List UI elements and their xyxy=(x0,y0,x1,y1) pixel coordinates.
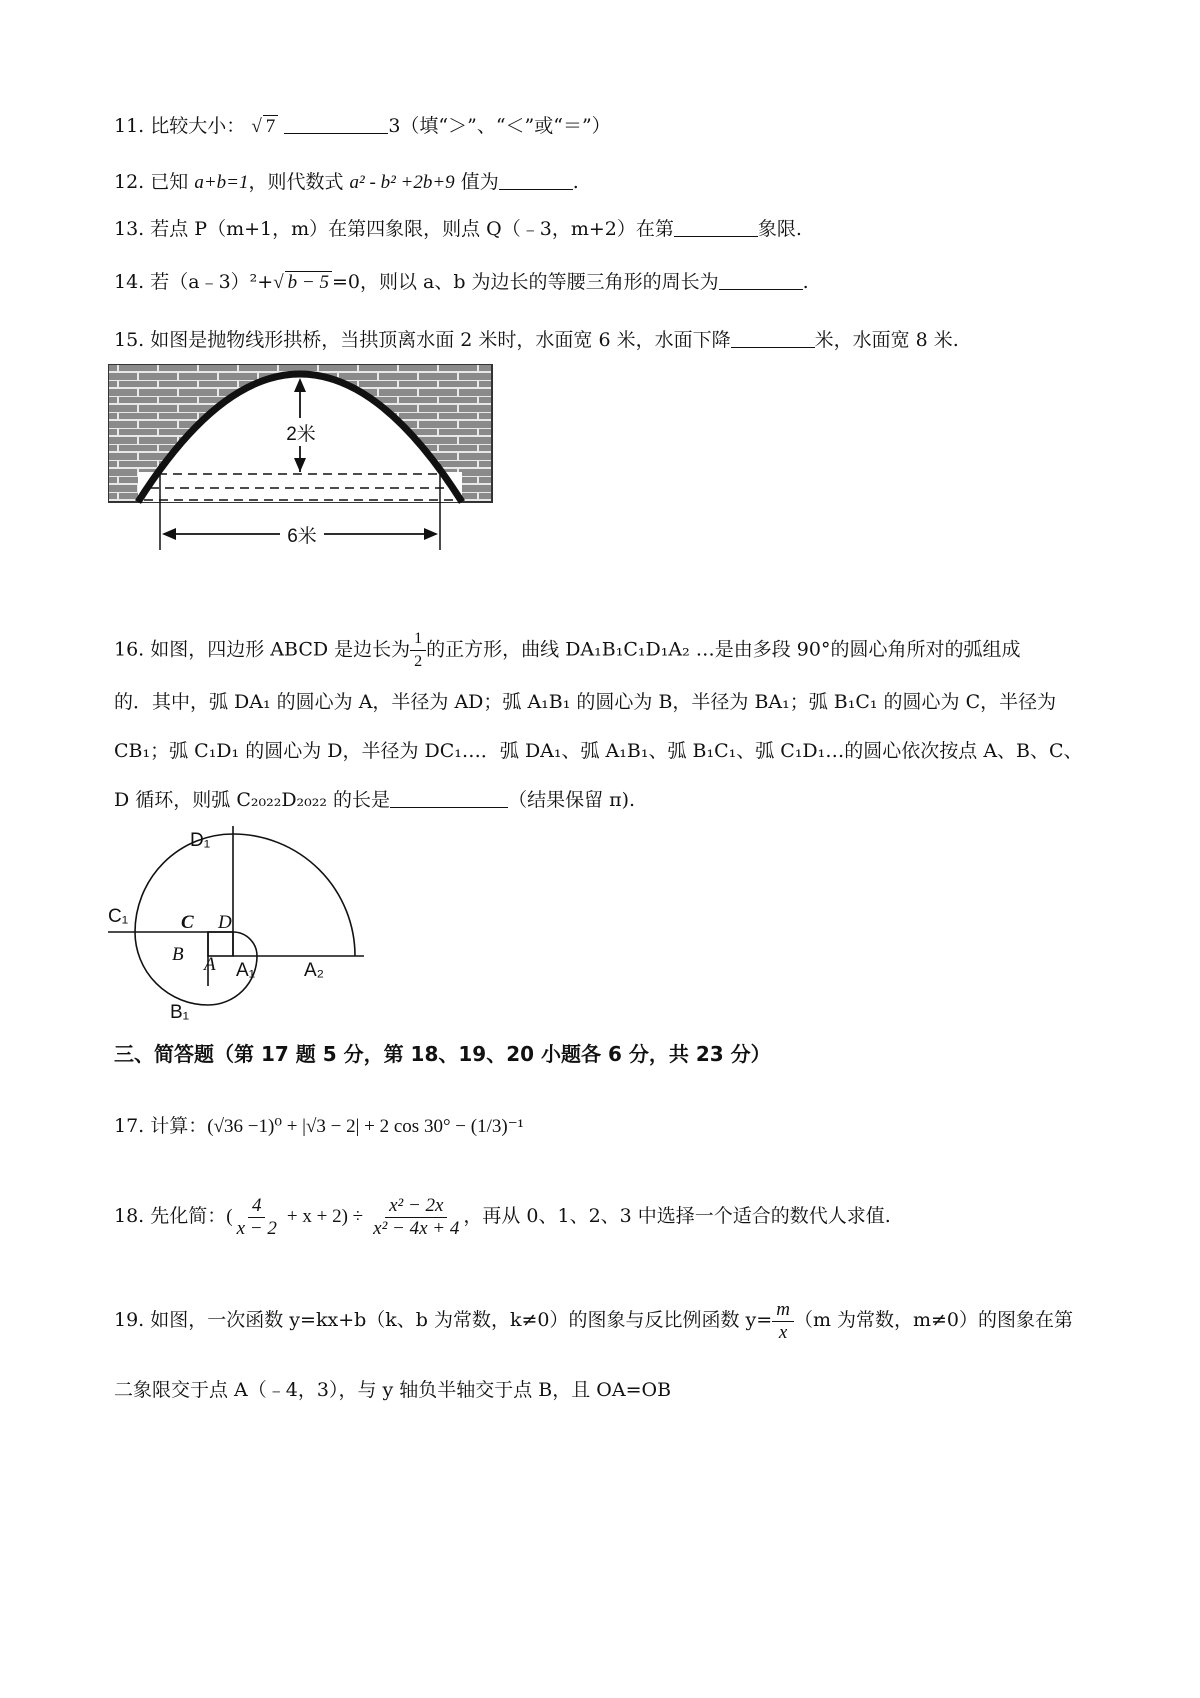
label-b: B xyxy=(172,944,184,965)
question-13: 13. 若点 P（m+1，m）在第四象限，则点 Q（﹣3，m+2）在第 象限. xyxy=(114,218,802,240)
fraction-m-over-x: $\frac{m}{x}$ xyxy=(772,1299,794,1344)
label-d: D xyxy=(218,912,232,933)
square-abcd xyxy=(208,932,233,956)
label-d1: D₁ xyxy=(190,830,211,851)
spiral-arcs-figure xyxy=(108,826,368,1026)
arc-d1-a2 xyxy=(233,834,355,956)
question-16-line-3: CB₁；弧 C₁D₁ 的圆心为 D，半径为 DC₁…．弧 DA₁、弧 A₁B₁、弧 B₁C₁、弧 C₁D₁…的圆心依次按点 A、B、C、 xyxy=(114,740,1083,762)
answer-blank[interactable] xyxy=(719,271,803,290)
arc-b1-c1 xyxy=(135,932,208,1005)
question-19-line-1: 19. 如图，一次函数 y=kx+b（k、b 为常数，k≠0）的图象与反比例函数 y= $\frac{m}{x}$ （m 为常数，m≠0）的图象在第 xyxy=(114,1298,1074,1343)
label-6m: 6米 xyxy=(287,526,317,547)
label-a1: A₁ xyxy=(236,960,256,981)
label-a: A xyxy=(204,954,216,975)
label-c1: C₁ xyxy=(108,906,129,927)
question-15: 15. 如图是抛物线形拱桥，当拱顶离水面 2 米时，水面宽 6 米，水面下降 米，水面宽 8 米. xyxy=(114,329,959,351)
question-16-line-1: 16. 如图，四边形 ABCD 是边长为 $\frac{1}{2}$ 的正方形，曲线 DA₁B₁C₁D₁A₂ …是由多段 90°的圆心角所对的弧组成 xyxy=(114,628,1020,673)
arc-d-a1 xyxy=(233,932,257,956)
answer-blank[interactable] xyxy=(499,171,573,190)
question-16-line-4: D 循环，则弧 C₂₀₂₂D₂₀₂₂ 的长是 （结果保留 π). xyxy=(114,789,636,811)
section-3-heading: 三、简答题（第 17 题 5 分，第 18、19、20 小题各 6 分，共 23 分） xyxy=(114,1042,771,1066)
label-a2: A₂ xyxy=(304,960,325,981)
question-16-line-2: 的．其中，弧 DA₁ 的圆心为 A，半径为 AD；弧 A₁B₁ 的圆心为 B，半径为 BA₁；弧 B₁C₁ 的圆心为 C，半径为 xyxy=(114,691,1057,713)
arrow-right-icon xyxy=(424,528,438,540)
label-c: C xyxy=(181,912,194,933)
question-11: 11. 比较大小： √ 7 3（填“＞”、“＜”或“＝”） xyxy=(114,112,611,141)
answer-blank[interactable] xyxy=(731,329,815,348)
answer-blank[interactable] xyxy=(390,789,508,808)
fraction-x2-2x: $\frac{\text{x² − 2x}}{\text{x² − 4x + 4}}$ xyxy=(373,1194,460,1239)
sqrt-7: √ 7 xyxy=(251,113,278,141)
sqrt-b-5: √ b − 5 xyxy=(273,269,332,297)
question-14: 14. 若（a﹣3）²+√ b − 5 =0，则以 a、b 为边长的等腰三角形的周长为 . xyxy=(114,268,809,297)
label-b1: B₁ xyxy=(170,1002,190,1023)
answer-blank[interactable] xyxy=(674,218,758,237)
arch-bridge-figure xyxy=(108,364,498,550)
expression-17: (√36 −1)⁰ + |√3 − 2| + 2 cos 30° − (1/3)⁻¹ xyxy=(207,1116,524,1137)
question-12: 12. 已知 a+b=1，则代数式 a² - b² +2b+9 值为 . xyxy=(114,171,579,193)
answer-blank[interactable] xyxy=(284,115,388,134)
label-2m: 2米 xyxy=(286,424,316,445)
arrow-left-icon xyxy=(162,528,176,540)
question-19-line-2: 二象限交于点 A（﹣4，3），与 y 轴负半轴交于点 B，且 OA=OB xyxy=(114,1379,672,1401)
fraction-half: $\frac{1}{2}$ xyxy=(410,628,426,673)
question-17: 17. 计算：(√36 −1)⁰ + |√3 − 2| + 2 cos 30° − (1/3)⁻¹ xyxy=(114,1115,524,1137)
question-18: 18. 先化简：( $\frac{4}{x - 2}$ + x + 2) ÷ $\frac{\text{x² − 2x}}{\text{x² − 4x + 4}}$ ，再从 0、1、2、3 中选择一个适合的数代人求值. xyxy=(114,1194,891,1239)
fraction-4-over-x-2: $\frac{4}{x - 2}$ xyxy=(236,1194,277,1239)
